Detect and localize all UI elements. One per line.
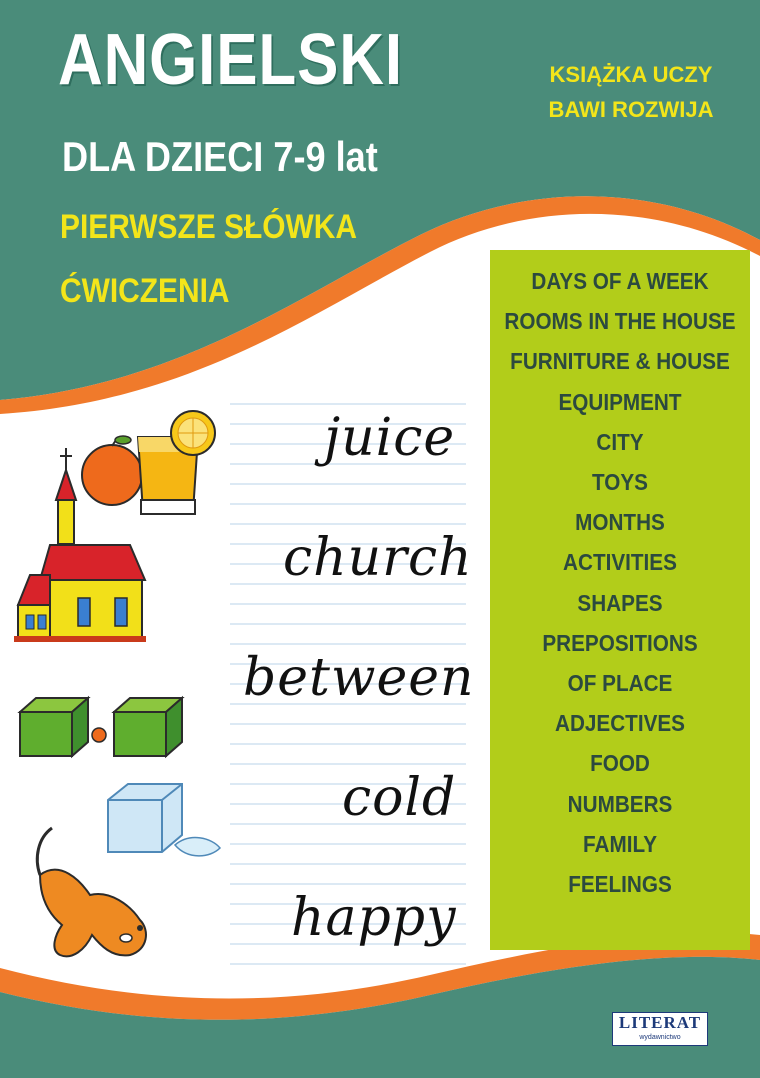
topics-list (490, 250, 750, 904)
slogan-line-2: BAWI ROZWIJA (548, 97, 714, 122)
topic-item: MONTHS (575, 509, 665, 536)
publisher-logo (612, 1012, 708, 1046)
series-title-line-2: ĆWICZENIA (60, 272, 230, 310)
practice-word-happy: happy (291, 888, 457, 948)
topic-item: OF PLACE (567, 670, 673, 697)
publisher-name: LITERAT (618, 1013, 702, 1032)
topics-panel (490, 250, 750, 950)
topic-item: SHAPES (577, 589, 663, 616)
practice-word-juice: juice (324, 408, 456, 468)
topic-item: ROOMS IN THE HOUSE (504, 308, 736, 335)
cover-subtitle: DLA DZIECI 7-9 lat (62, 133, 378, 180)
topic-item: FAMILY (583, 830, 657, 857)
topic-item: NUMBERS (567, 790, 673, 817)
topic-item: ADJECTIVES (555, 710, 685, 737)
topic-item: FURNITURE & HOUSE (510, 348, 730, 375)
publisher-tagline: wydawnictwo (639, 1034, 681, 1041)
orange-fruit-icon (82, 436, 142, 505)
lemon-slice-icon (171, 411, 215, 455)
cover-title: ANGIELSKI (58, 20, 403, 100)
cubes-between-icon (20, 698, 182, 756)
series-title-line-1: PIERWSZE SŁÓWKA (60, 208, 357, 246)
ice-cube-icon (108, 784, 220, 856)
topic-item: TOYS (592, 469, 648, 496)
topic-item: DAYS OF A WEEK (531, 268, 709, 294)
topic-item: EQUIPMENT (558, 388, 682, 415)
slogan-line-1: KSIĄŻKA UCZY (549, 62, 713, 87)
practice-word-church: church (283, 528, 473, 588)
topic-item: FEELINGS (568, 871, 672, 898)
topic-item: FOOD (590, 750, 650, 777)
practice-word-cold: cold (342, 768, 457, 828)
topic-item: ACTIVITIES (563, 549, 677, 576)
topic-item: CITY (596, 428, 644, 455)
practice-word-between: between (243, 648, 475, 708)
topic-item: PREPOSITIONS (542, 629, 698, 656)
